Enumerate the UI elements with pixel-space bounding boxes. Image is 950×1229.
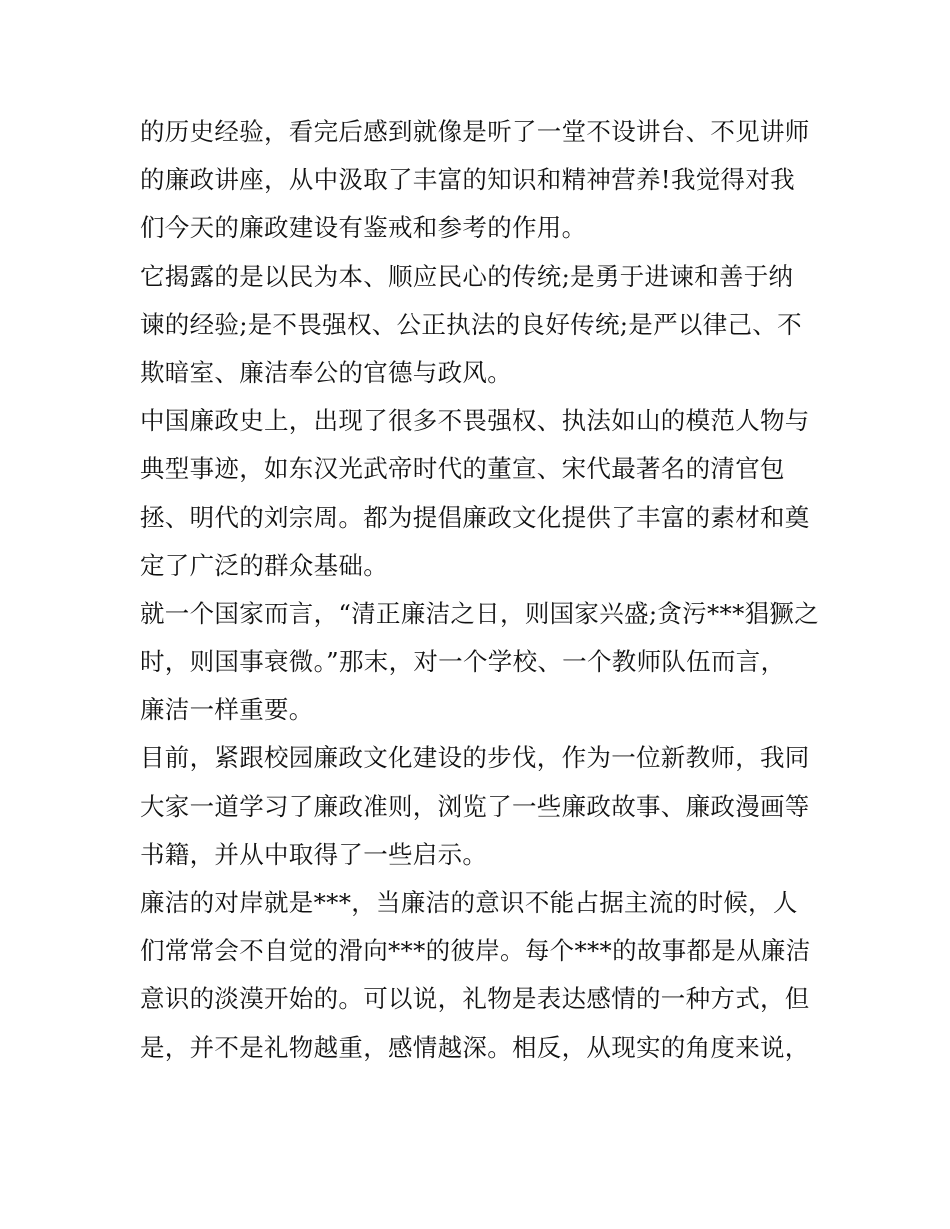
text-line: 大家一道学习了廉政准则，浏览了一些廉政故事、廉政漫画等 <box>140 791 810 821</box>
text-line: 中国廉政史上，出现了很多不畏强权、执法如山的模范人物与 <box>140 406 810 436</box>
text-line: 欺暗室、廉洁奉公的官德与政风。 <box>140 357 512 387</box>
text-line: 意识的淡漠开始的。可以说，礼物是表达感情的一种方式，但 <box>140 984 810 1014</box>
text-line: 目前，紧跟校园廉政文化建设的步伐，作为一位新教师，我同 <box>140 743 810 773</box>
text-line: 书籍，并从中取得了一些启示。 <box>140 839 488 869</box>
text-line: 们今天的廉政建设有鉴戒和参考的作用。 <box>140 213 587 243</box>
text-line: 们常常会不自觉的滑向***的彼岸。每个***的故事都是从廉洁 <box>140 936 811 966</box>
text-line: 廉洁的对岸就是***，当廉洁的意识不能占据主流的时候，人 <box>140 888 798 917</box>
document-body <box>140 108 820 1072</box>
text-line: 谏的经验;是不畏强权、公正执法的良好传统;是严以律己、不 <box>140 309 802 339</box>
text-line: 就一个国家而言，“清正廉洁之日，则国家兴盛;贪污***猖獗之 <box>140 598 820 628</box>
text-line: 廉洁一样重要。 <box>140 695 314 725</box>
text-line: 拯、明代的刘宗周。都为提倡廉政文化提供了丰富的素材和奠 <box>140 502 810 532</box>
text-line: 定了广泛的群众基础。 <box>140 550 388 580</box>
text-line: 时，则国事衰微。”那末，对一个学校、一个教师队伍而言， <box>140 647 786 677</box>
text-line: 典型事迹，如东汉光武帝时代的董宣、宋代最著名的清官包 <box>140 454 785 484</box>
text-line: 是，并不是礼物越重，感情越深。相反，从现实的角度来说， <box>140 1032 810 1062</box>
text-line: 它揭露的是以民为本、顺应民心的传统;是勇于进谏和善于纳 <box>140 261 794 291</box>
text-line: 的历史经验，看完后感到就像是听了一堂不设讲台、不见讲师 <box>140 117 810 146</box>
text-line: 的廉政讲座，从中汲取了丰富的知识和精神营养!我觉得对我 <box>140 165 795 195</box>
